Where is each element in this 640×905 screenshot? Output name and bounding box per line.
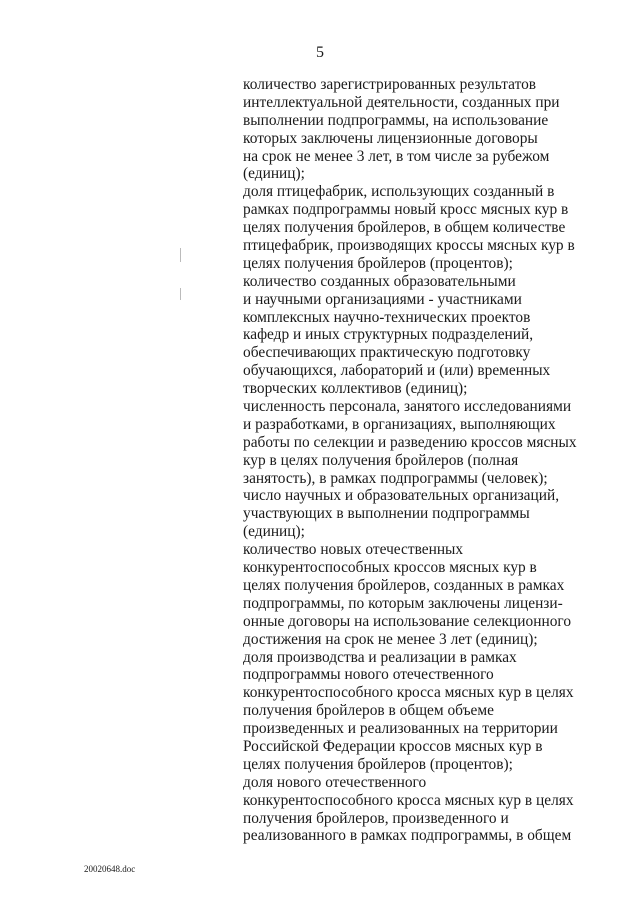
text-line: выполнении подпрограммы, на использование: [243, 111, 549, 129]
text-line: получения бройлеров, произведенного и: [243, 809, 509, 827]
text-line: достижения на срок не менее 3 лет (единиц);: [243, 630, 538, 648]
text-line: конкурентоспособного кросса мясных кур в целях: [243, 791, 574, 809]
text-line: реализованного в рамках подпрограммы, в общем: [243, 827, 572, 845]
text-line: рамках подпрограммы новый кросс мясных кур в: [243, 201, 569, 219]
text-line: произведенных и реализованных на территории: [243, 720, 558, 738]
text-line: доля производства и реализации в рамках: [243, 648, 517, 666]
text-line: число научных и образовательных организаций,: [243, 487, 560, 505]
text-line: участвующих в выполнении подпрограммы: [243, 505, 530, 523]
scan-mark: [180, 248, 181, 262]
scan-mark: [180, 288, 181, 300]
text-line: и научными организациями - участниками: [243, 290, 522, 308]
text-line: птицефабрик, производящих кроссы мясных кур в: [243, 237, 575, 255]
text-line: доля нового отечественного: [243, 773, 427, 791]
text-line: численность персонала, занятого исследованиями: [243, 398, 572, 416]
page-number: 5: [316, 44, 324, 61]
text-line: которых заключены лицензионные договоры: [243, 129, 538, 147]
text-line: кафедр и иных структурных подразделений,: [243, 326, 534, 344]
text-line: конкурентоспособного кросса мясных кур в целях: [243, 684, 574, 702]
text-line: (единиц);: [243, 523, 305, 541]
text-line: занятость), в рамках подпрограммы (человек);: [243, 469, 548, 487]
document-body: [243, 76, 593, 845]
text-line: количество созданных образовательными: [243, 272, 516, 290]
text-line: на срок не менее 3 лет, в том числе за рубежом: [243, 147, 550, 165]
text-line: кур в целях получения бройлеров (полная: [243, 451, 519, 469]
text-line: комплексных научно-технических проектов: [243, 308, 531, 326]
text-line: доля птицефабрик, использующих созданный в: [243, 183, 555, 201]
text-line: количество зарегистрированных результатов: [243, 76, 537, 93]
text-line: получения бройлеров в общем объеме: [243, 702, 494, 720]
text-line: обучающихся, лабораторий и (или) временных: [243, 362, 551, 380]
text-line: подпрограммы, по которым заключены лицензи-: [243, 594, 563, 612]
text-line: Российской Федерации кроссов мясных кур в: [243, 737, 543, 755]
text-line: целях получения бройлеров (процентов);: [243, 254, 513, 272]
text-line: подпрограммы нового отечественного: [243, 666, 494, 684]
text-line: количество новых отечественных: [243, 541, 464, 559]
text-line: творческих коллективов (единиц);: [243, 380, 468, 398]
text-line: и разработками, в организациях, выполняющих: [243, 415, 556, 433]
text-line: (единиц);: [243, 165, 305, 183]
text-line: целях получения бройлеров (процентов);: [243, 755, 513, 773]
text-line: работы по селекции и разведению кроссов мясных: [243, 433, 577, 451]
text-line: онные договоры на использование селекционного: [243, 612, 572, 630]
text-line: целях получения бройлеров, в общем количестве: [243, 219, 566, 237]
text-line: обеспечивающих практическую подготовку: [243, 344, 531, 362]
footer-filename: 20020648.doc: [84, 864, 136, 874]
text-line: интеллектуальной деятельности, созданных при: [243, 93, 560, 111]
text-line: целях получения бройлеров, созданных в рамках: [243, 576, 565, 594]
text-line: конкурентоспособных кроссов мясных кур в: [243, 559, 537, 577]
